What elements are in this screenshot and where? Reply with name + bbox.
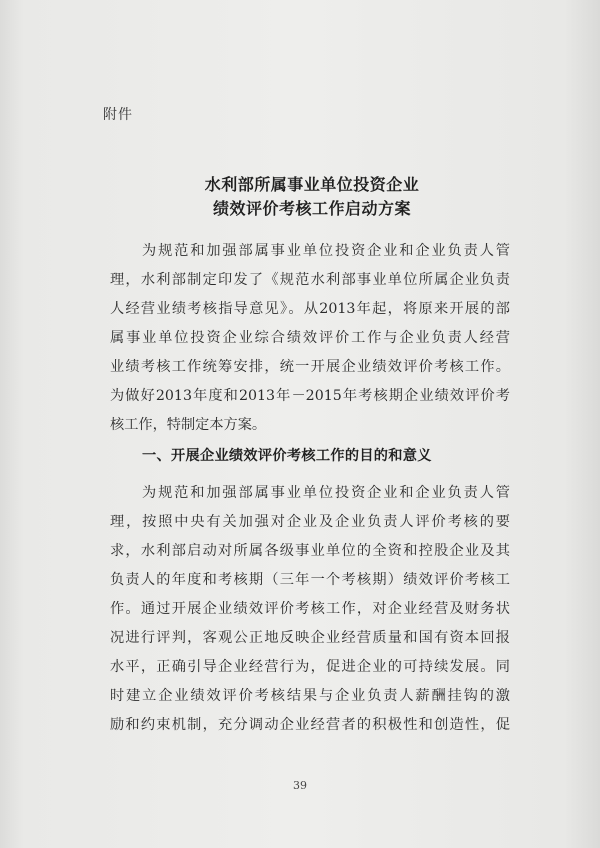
paragraph-line: 属事业单位投资企业综合绩效评价工作与企业负责人经营	[110, 330, 510, 346]
document-title-line-1: 水利部所属事业单位投资企业	[204, 175, 420, 194]
paragraph-line: 理，水利部制定印发了《规范水利部事业单位所属企业负责	[110, 272, 510, 288]
document-title-line-2: 绩效评价考核工作启动方案	[212, 199, 411, 218]
paragraph-line: 为规范和加强部属事业单位投资企业和企业负责人管	[142, 485, 510, 501]
paragraph-line: 时建立企业绩效评价考核结果与企业负责人薪酬挂钩的激	[110, 688, 510, 704]
paragraph-line: 负责人的年度和考核期（三年一个考核期）绩效评价考核工	[110, 572, 510, 588]
paragraph-line: 作。通过开展企业绩效评价考核工作，对企业经营及财务状	[110, 601, 510, 617]
paragraph-line: 况进行评判，客观公正地反映企业经营质量和国有资本回报	[110, 630, 510, 646]
paragraph-line: 业绩考核工作统筹安排，统一开展企业绩效评价考核工作。	[110, 359, 510, 375]
attachment-label: 附件	[103, 107, 133, 123]
paragraph-line: 求，水利部启动对所属各级事业单位的全资和控股企业及其	[110, 543, 510, 559]
section-heading: 一、开展企业绩效评价考核工作的目的和意义	[142, 448, 432, 464]
paragraph-line: 为规范和加强部属事业单位投资企业和企业负责人管	[142, 243, 510, 259]
paragraph-line: 励和约束机制，充分调动企业经营者的积极性和创造性，促	[110, 717, 510, 733]
paragraph-line: 水平，正确引导企业经营行为，促进企业的可持续发展。同	[110, 659, 510, 675]
paragraph-line: 为做好2013年度和2013年－2015年考核期企业绩效评价考	[110, 388, 510, 404]
paragraph-line: 核工作，特制定本方案。	[110, 417, 267, 433]
page-number: 39	[293, 779, 307, 792]
paragraph-line: 理，按照中央有关加强对企业及企业负责人评价考核的要	[110, 514, 510, 530]
paragraph-line: 人经营业绩考核指导意见》。从2013年起，将原来开展的部	[110, 301, 510, 317]
